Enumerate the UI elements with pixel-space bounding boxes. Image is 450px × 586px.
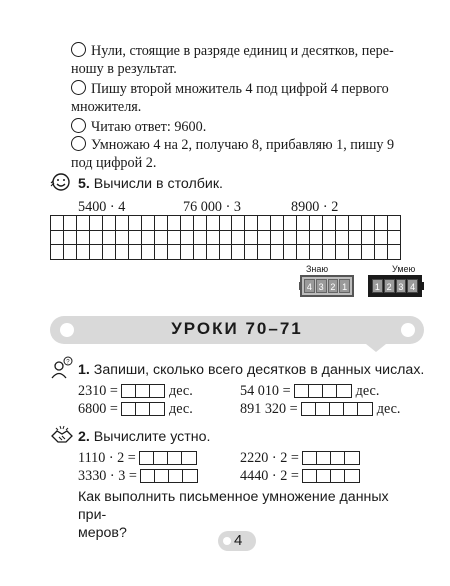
- grid-cell[interactable]: [284, 231, 297, 246]
- grid-cell[interactable]: [194, 231, 207, 246]
- grid-cell[interactable]: [375, 231, 388, 246]
- grid-cell[interactable]: [155, 245, 168, 260]
- grid-cell[interactable]: [51, 231, 64, 246]
- grid-cell[interactable]: [310, 245, 323, 260]
- grid-cell[interactable]: [245, 245, 258, 260]
- grid-cell[interactable]: [77, 245, 90, 260]
- task5-expr-2: 76 000 · 3: [183, 199, 241, 215]
- battery-terminal: [421, 282, 424, 290]
- task-title: Вычисли в столбик.: [93, 176, 223, 192]
- task2-row: 4440 · 2 =: [240, 468, 360, 485]
- grid-cell[interactable]: [362, 231, 375, 246]
- know-battery[interactable]: [300, 275, 354, 297]
- grid-cell[interactable]: [388, 231, 401, 246]
- grid-cell[interactable]: [77, 231, 90, 246]
- task1-row: 54 010 = дес.: [240, 383, 380, 399]
- grid-cell[interactable]: [64, 216, 77, 231]
- option-2[interactable]: Пишу второй множитель 4 под цифрой 4 первого множителя.: [71, 81, 389, 115]
- task2-row: 3330 · 3 =: [78, 468, 198, 485]
- grid-cell[interactable]: [362, 216, 375, 231]
- grid-cell[interactable]: [155, 216, 168, 231]
- option-1[interactable]: Нули, стоящие в разряде единиц и десятков, пере- ношу в результат.: [71, 43, 394, 77]
- grid-cell[interactable]: [207, 231, 220, 246]
- can-label: Умею: [392, 264, 416, 274]
- grid-cell[interactable]: [142, 231, 155, 246]
- task2-row: 2220 · 2 =: [240, 450, 360, 467]
- grid-cell[interactable]: [142, 216, 155, 231]
- answer-boxes[interactable]: [140, 469, 198, 483]
- know-label: Знаю: [306, 264, 329, 274]
- grid-cell[interactable]: [207, 216, 220, 231]
- smiley-icon: [50, 172, 72, 192]
- grid-cell[interactable]: [284, 245, 297, 260]
- grid-cell[interactable]: [181, 231, 194, 246]
- grid-cell[interactable]: [220, 216, 233, 231]
- choice-circle-icon[interactable]: [71, 118, 86, 133]
- grid-cell[interactable]: [64, 231, 77, 246]
- grid-cell[interactable]: [129, 245, 142, 260]
- task2-row: 1110 · 2 =: [78, 450, 197, 467]
- grid-cell[interactable]: [310, 231, 323, 246]
- task2-heading: [78, 429, 210, 445]
- grid-cell[interactable]: [116, 245, 129, 260]
- grid-cell[interactable]: [51, 216, 64, 231]
- grid-cell[interactable]: [220, 231, 233, 246]
- task5-expr-1: 5400 · 4: [78, 199, 126, 215]
- task5-expr-3: 8900 · 2: [291, 199, 339, 215]
- grid-cell[interactable]: [103, 231, 116, 246]
- grid-cell[interactable]: [142, 245, 155, 260]
- grid-cell[interactable]: [168, 245, 181, 260]
- grid-cell[interactable]: [245, 231, 258, 246]
- task1-row: 6800 = дес.: [78, 401, 193, 417]
- grid-cell[interactable]: [323, 245, 336, 260]
- task-title: Запиши, сколько всего десятков в данных числах.: [93, 362, 425, 378]
- answer-boxes[interactable]: [294, 384, 352, 398]
- grid-cell[interactable]: [375, 216, 388, 231]
- choice-circle-icon[interactable]: [71, 80, 86, 95]
- grid-cell[interactable]: [284, 216, 297, 231]
- option-4[interactable]: Умножаю 4 на 2, получаю 8, прибавляю 1, пишу 9 под цифрой 2.: [71, 137, 395, 171]
- grid-cell[interactable]: [168, 231, 181, 246]
- grid-cell[interactable]: [194, 245, 207, 260]
- grid-cell[interactable]: [336, 245, 349, 260]
- grid-cell[interactable]: [349, 231, 362, 246]
- grid-cell[interactable]: [375, 245, 388, 260]
- grid-cell[interactable]: [297, 231, 310, 246]
- grid-cell[interactable]: [297, 245, 310, 260]
- grid-cell[interactable]: [388, 245, 401, 260]
- lesson-title: УРОКИ 70–71: [171, 319, 303, 338]
- grid-cell[interactable]: [232, 231, 245, 246]
- choice-circle-icon[interactable]: [71, 42, 86, 57]
- grid-cell[interactable]: [336, 216, 349, 231]
- answer-boxes[interactable]: [301, 402, 373, 416]
- answer-boxes[interactable]: [121, 384, 165, 398]
- grid-cell[interactable]: [349, 245, 362, 260]
- battery-cell[interactable]: 2: [328, 279, 339, 293]
- answer-grid[interactable]: [50, 215, 401, 260]
- grid-cell[interactable]: [297, 216, 310, 231]
- grid-cell[interactable]: [129, 231, 142, 246]
- grid-cell[interactable]: [168, 216, 181, 231]
- grid-cell[interactable]: [271, 245, 284, 260]
- page-number: 4: [234, 532, 243, 549]
- grid-cell[interactable]: [51, 245, 64, 260]
- task-number: 1.: [78, 362, 90, 378]
- answer-boxes[interactable]: [302, 469, 360, 483]
- answer-boxes[interactable]: [121, 402, 165, 416]
- answer-boxes[interactable]: [139, 451, 197, 465]
- task1-row: 891 320 = дес.: [240, 401, 401, 417]
- grid-cell[interactable]: [232, 216, 245, 231]
- grid-cell[interactable]: [232, 245, 245, 260]
- task1-row: 2310 = дес.: [78, 383, 193, 399]
- grid-cell[interactable]: [323, 216, 336, 231]
- grid-cell[interactable]: [245, 216, 258, 231]
- battery-cell[interactable]: 3: [396, 279, 407, 293]
- grid-cell[interactable]: [310, 216, 323, 231]
- task5-heading: [78, 176, 223, 192]
- task-number: 5.: [78, 176, 90, 192]
- grid-cell[interactable]: [181, 245, 194, 260]
- banner-tail: [366, 344, 386, 352]
- grid-cell[interactable]: [258, 231, 271, 246]
- grid-cell[interactable]: [323, 231, 336, 246]
- battery-cell[interactable]: 1: [372, 279, 383, 293]
- task2-question: Как выполнить письменное умножение данных при- меров?: [78, 489, 389, 541]
- page-dot: [223, 537, 231, 545]
- grid-cell[interactable]: [155, 231, 168, 246]
- grid-cell[interactable]: [220, 245, 233, 260]
- can-battery[interactable]: [368, 275, 422, 297]
- battery-cell[interactable]: 4: [304, 279, 315, 293]
- grid-cell[interactable]: [181, 216, 194, 231]
- svg-text:?: ?: [66, 359, 70, 366]
- grid-cell[interactable]: [103, 245, 116, 260]
- grid-cell[interactable]: [90, 231, 103, 246]
- grid-cell[interactable]: [258, 216, 271, 231]
- task-title: Вычислите устно.: [93, 429, 211, 445]
- battery-terminal: [299, 282, 302, 290]
- grid-cell[interactable]: [194, 216, 207, 231]
- grid-cell[interactable]: [207, 245, 220, 260]
- battery-cell[interactable]: 1: [339, 279, 350, 293]
- battery-cell[interactable]: 4: [407, 279, 418, 293]
- grid-cell[interactable]: [388, 216, 401, 231]
- grid-cell[interactable]: [271, 216, 284, 231]
- handshake-icon: [50, 424, 74, 446]
- option-3[interactable]: Читаю ответ: 9600.: [71, 118, 401, 136]
- grid-cell[interactable]: [336, 231, 349, 246]
- battery-cell[interactable]: 3: [316, 279, 327, 293]
- answer-boxes[interactable]: [302, 451, 360, 465]
- grid-cell[interactable]: [77, 216, 90, 231]
- task-number: 2.: [78, 429, 90, 445]
- thinking-person-icon: [50, 356, 74, 380]
- grid-cell[interactable]: [90, 245, 103, 260]
- grid-cell[interactable]: [258, 245, 271, 260]
- battery-cell[interactable]: 2: [384, 279, 395, 293]
- grid-cell[interactable]: [90, 216, 103, 231]
- grid-cell[interactable]: [116, 216, 129, 231]
- grid-cell[interactable]: [103, 216, 116, 231]
- grid-cell[interactable]: [362, 245, 375, 260]
- grid-cell[interactable]: [271, 231, 284, 246]
- task1-heading: [78, 362, 424, 378]
- grid-cell[interactable]: [116, 231, 129, 246]
- grid-cell[interactable]: [129, 216, 142, 231]
- grid-cell[interactable]: [349, 216, 362, 231]
- grid-cell[interactable]: [64, 245, 77, 260]
- choice-circle-icon[interactable]: [71, 136, 86, 151]
